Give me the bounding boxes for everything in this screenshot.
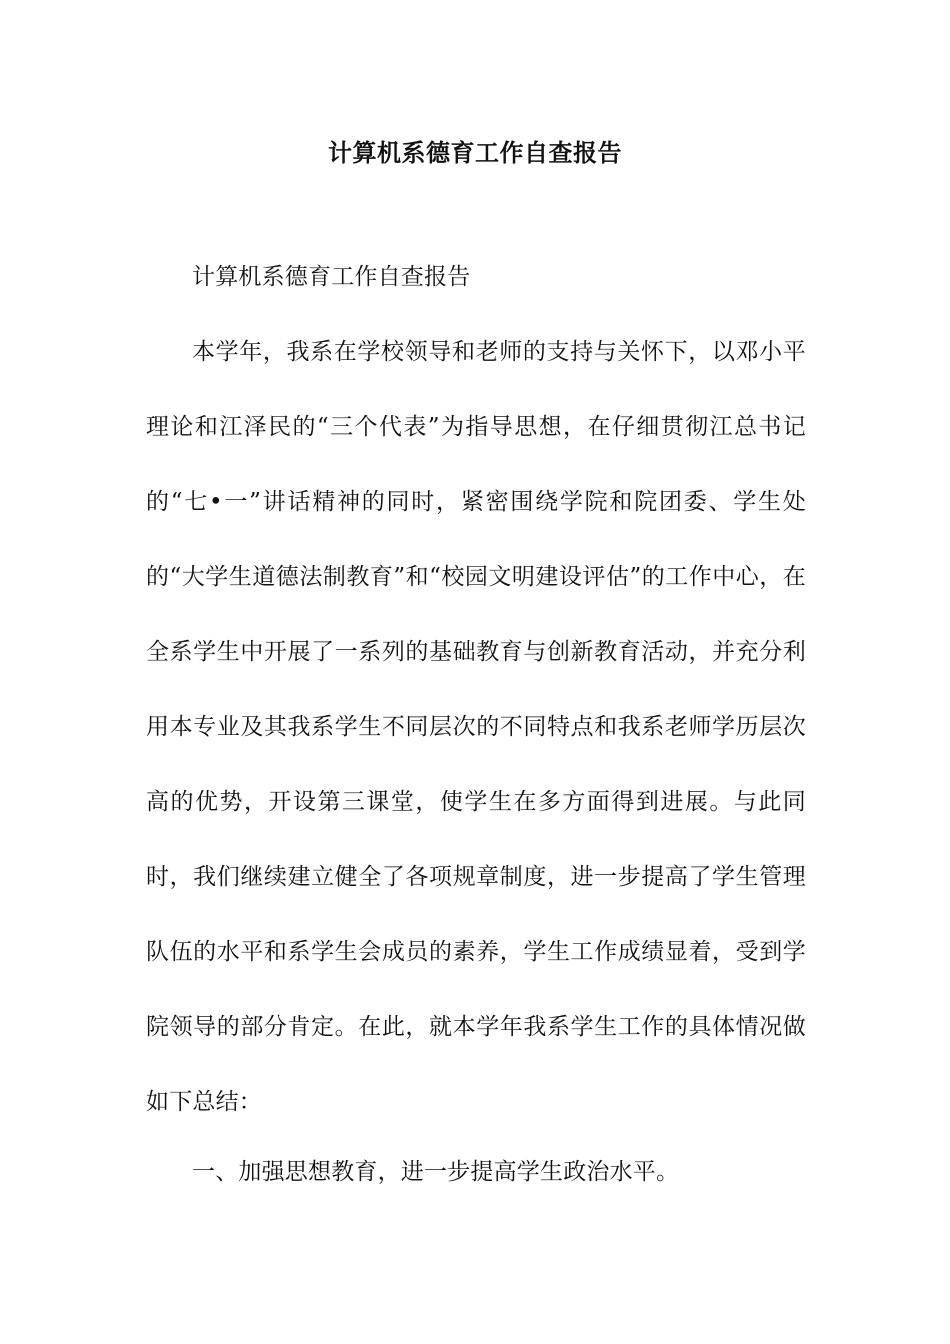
body-paragraph: 本学年，我系在学校领导和老师的支持与关怀下，以邓小平理论和江泽民的“三个代表”为指导思想，在仔细贯彻江总书记的“七•一”讲话精神的同时，紧密围绕学院和院团委、学生处的“大学生道德法制教育”和“校园文明建设评估”的工作中心，在全系学生中开展了一系列的基础教育与创新教育活动，并充分利用本专业及其我系学生不同层次的不同特点和我系老师学历层次高的优势，开设第三课堂，使学生在多方面得到进展。与此同时，我们继续建立健全了各项规章制度，进一步提高了学生管理队伍的水平和系学生会成员的素养，学生工作成绩显着，受到学院领导的部分肯定。在此，就本学年我系学生工作的具体情况做如下总结： [146, 339, 806, 1115]
section-heading-block [146, 1135, 806, 1210]
main-paragraph-block [146, 315, 806, 1140]
subtitle-paragraph: 计算机系德育工作自查报告 [192, 264, 471, 290]
document-title: 计算机系德育工作自查报告 [328, 138, 622, 167]
section-heading: 一、加强思想教育，进一步提高学生政治水平。 [192, 1159, 680, 1185]
document-subtitle [146, 240, 806, 315]
